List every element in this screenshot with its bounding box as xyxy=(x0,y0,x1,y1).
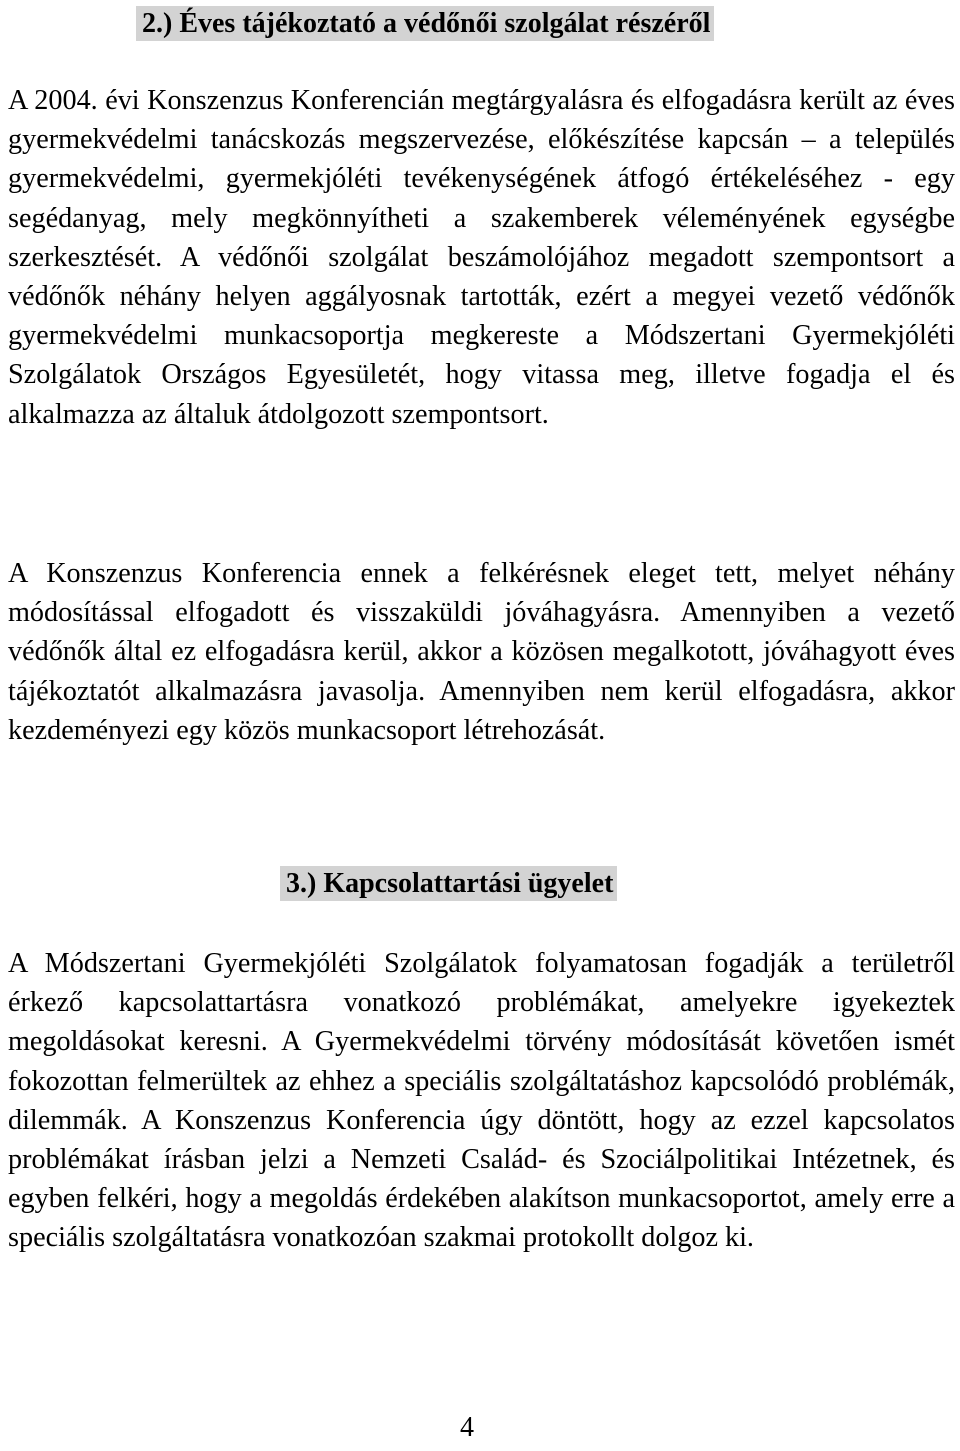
section-2-heading: 2.) Éves tájékoztató a védőnői szolgálat részéről xyxy=(136,6,714,41)
section-2-heading-wrap xyxy=(136,6,714,41)
section-2-paragraph-1: A 2004. évi Konszenzus Konferencián megtárgyalásra és elfogadásra került az éves gyermekvédelmi tanácskozás megszervezése, előkészítése kapcsán – a település gyermekvédelmi, gyermekjóléti tevékenységének átfogó értékeléséhez - egy segédanyag, mely megkönnyítheti a szakemberek véleményének egységbe szerkesztését. A védőnői szolgálat beszámolójához megadott szempontsort a védőnők néhány helyen aggályosnak tartották, ezért a megyei vezető védőnők gyermekvédelmi munkacsoportja megkereste a Módszertani Gyermekjóléti Szolgálatok Országos Egyesületét, hogy vitassa meg, illetve fogadja el és alkalmazza az általuk átdolgozott szempontsort. xyxy=(8,85,955,430)
page-number: 4 xyxy=(460,1412,474,1443)
section-3-heading-wrap xyxy=(280,866,617,901)
section-3-paragraph-1: A Módszertani Gyermekjóléti Szolgálatok folyamatosan fogadják a területről érkező kapcsolattartásra vonatkozó problémákat, amelyekre igyekeztek megoldásokat keresni. A Gyermekvédelmi törvény módosítását követően ismét fokozottan felmerültek az ehhez a speciális szolgáltatáshoz kapcsolódó problémák, dilemmák. A Konszenzus Konferencia úgy döntött, hogy az ezzel kapcsolatos problémákat írásban jelzi a Nemzeti Család- és Szociálpolitikai Intézetnek, és egyben felkéri, hogy a megoldás érdekében alakítson munkacsoportot, amely erre a speciális szolgáltatásra vonatkozóan szakmai protokollt dolgoz ki. xyxy=(8,948,955,1254)
section-3-heading: 3.) Kapcsolattartási ügyelet xyxy=(280,866,617,901)
section-2-paragraph-2: A Konszenzus Konferencia ennek a felkérésnek eleget tett, melyet néhány módosítással elfogadott és visszaküldi jóváhagyásra. Amennyiben a vezető védőnők által ez elfogadásra kerül, akkor a közösen megalkotott, jóváhagyott éves tájékoztatót alkalmazásra javasolja. Amennyiben nem kerül elfogadásra, akkor kezdeményezi egy közös munkacsoport létrehozását. xyxy=(8,558,955,746)
